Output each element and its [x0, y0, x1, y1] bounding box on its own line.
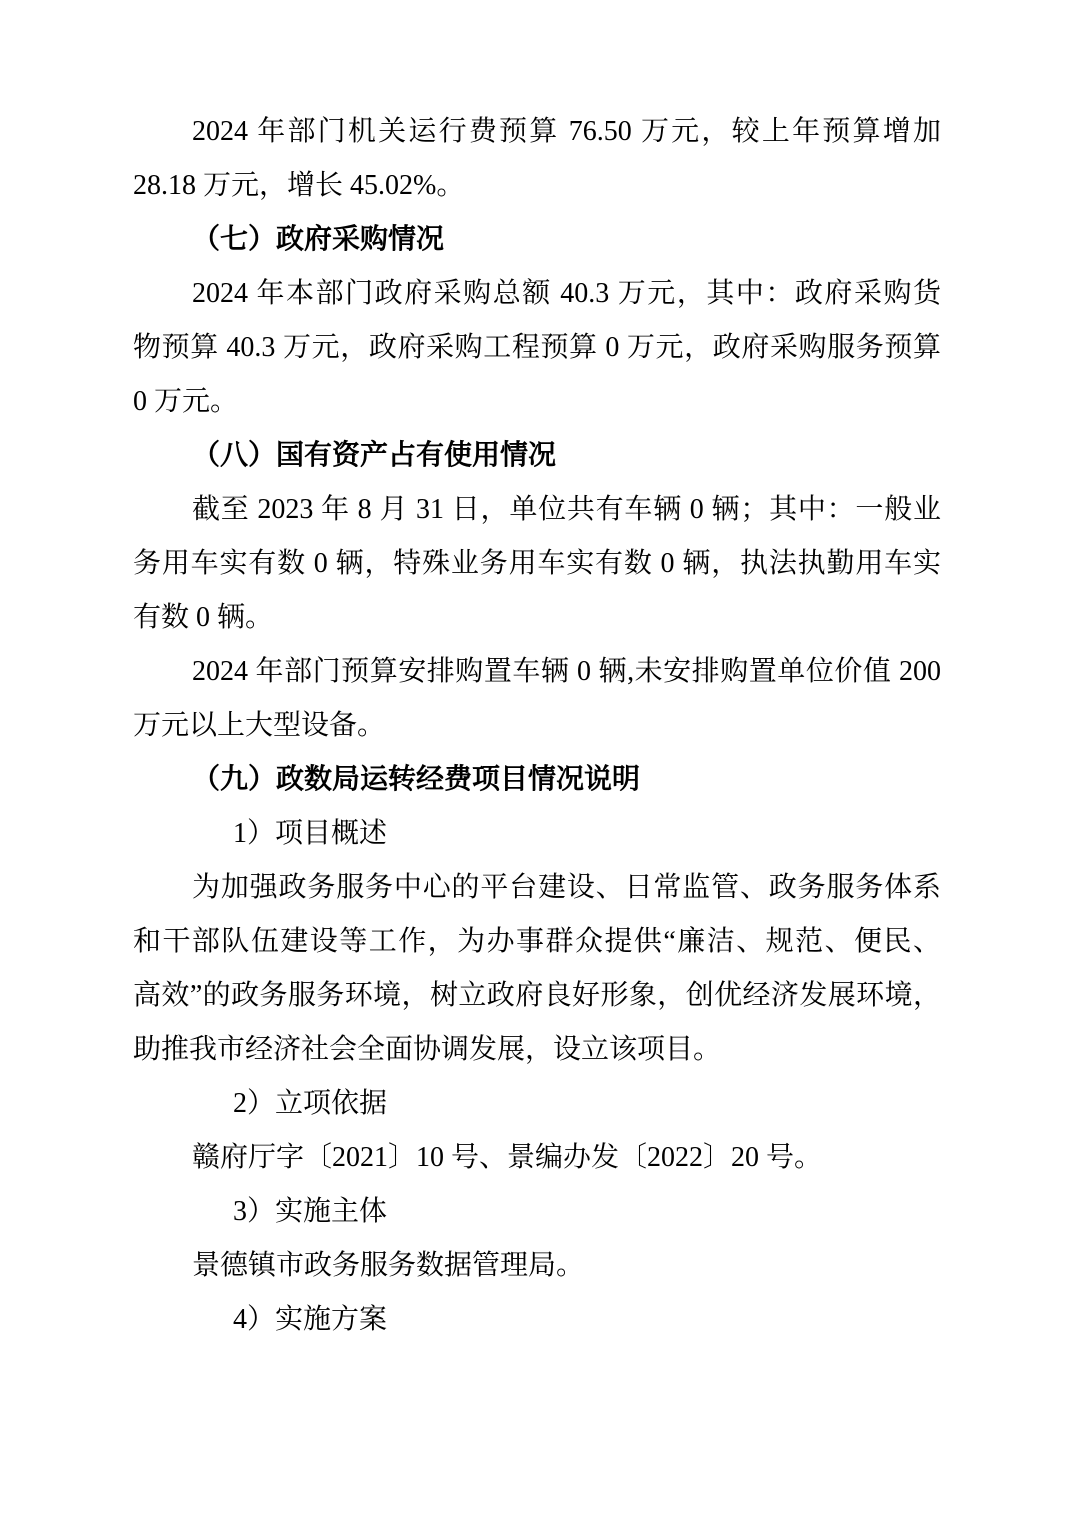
heading-section9-operating-funds: （九）政数局运转经费项目情况说明	[192, 764, 641, 795]
para-approval-basis: 赣府厅字〔2021〕10 号、景编办发〔2022〕20 号。	[192, 1142, 823, 1173]
para-ops-budget-line2: 28.18 万元，增长 45.02%。	[133, 170, 465, 201]
para-procurement-line2: 物预算 40.3 万元，政府采购工程预算 0 万元，政府采购服务预算	[133, 332, 941, 363]
subitem-3-implementing-body: 3）实施主体	[233, 1196, 388, 1227]
para-ops-budget-line1: 2024 年部门机关运行费预算 76.50 万元，较上年预算增加	[192, 116, 941, 147]
para-overview-line3: 高效”的政务服务环境，树立政府良好形象，创优经济发展环境，	[133, 980, 941, 1011]
subitem-4-implementation-plan: 4）实施方案	[233, 1304, 388, 1335]
para-procurement-line3: 0 万元。	[133, 386, 239, 417]
para-vehicles-line2: 务用车实有数 0 辆，特殊业务用车实有数 0 辆，执法执勤用车实	[133, 548, 941, 579]
para-overview-line4: 助推我市经济社会全面协调发展，设立该项目。	[133, 1034, 722, 1065]
subitem-1-project-overview: 1）项目概述	[233, 818, 388, 849]
heading-section8-state-assets: （八）国有资产占有使用情况	[192, 440, 557, 471]
para-vehicles-line3: 有数 0 辆。	[133, 602, 274, 633]
para-overview-line2: 和干部队伍建设等工作，为办事群众提供“廉洁、规范、便民、	[133, 926, 941, 957]
heading-section7-gov-procurement: （七）政府采购情况	[192, 224, 445, 255]
para-vehicle-purchase-line2: 万元以上大型设备。	[133, 710, 386, 741]
subitem-2-approval-basis: 2）立项依据	[233, 1088, 388, 1119]
para-overview-line1: 为加强政务服务中心的平台建设、日常监管、政务服务体系	[192, 872, 941, 903]
para-procurement-line1: 2024 年本部门政府采购总额 40.3 万元，其中：政府采购货	[192, 278, 941, 309]
para-vehicle-purchase-line1: 2024 年部门预算安排购置车辆 0 辆,未安排购置单位价值 200	[192, 656, 941, 687]
para-implementing-body: 景德镇市政务服务数据管理局。	[192, 1250, 585, 1281]
para-vehicles-line1: 截至 2023 年 8 月 31 日，单位共有车辆 0 辆；其中：一般业	[192, 494, 941, 525]
